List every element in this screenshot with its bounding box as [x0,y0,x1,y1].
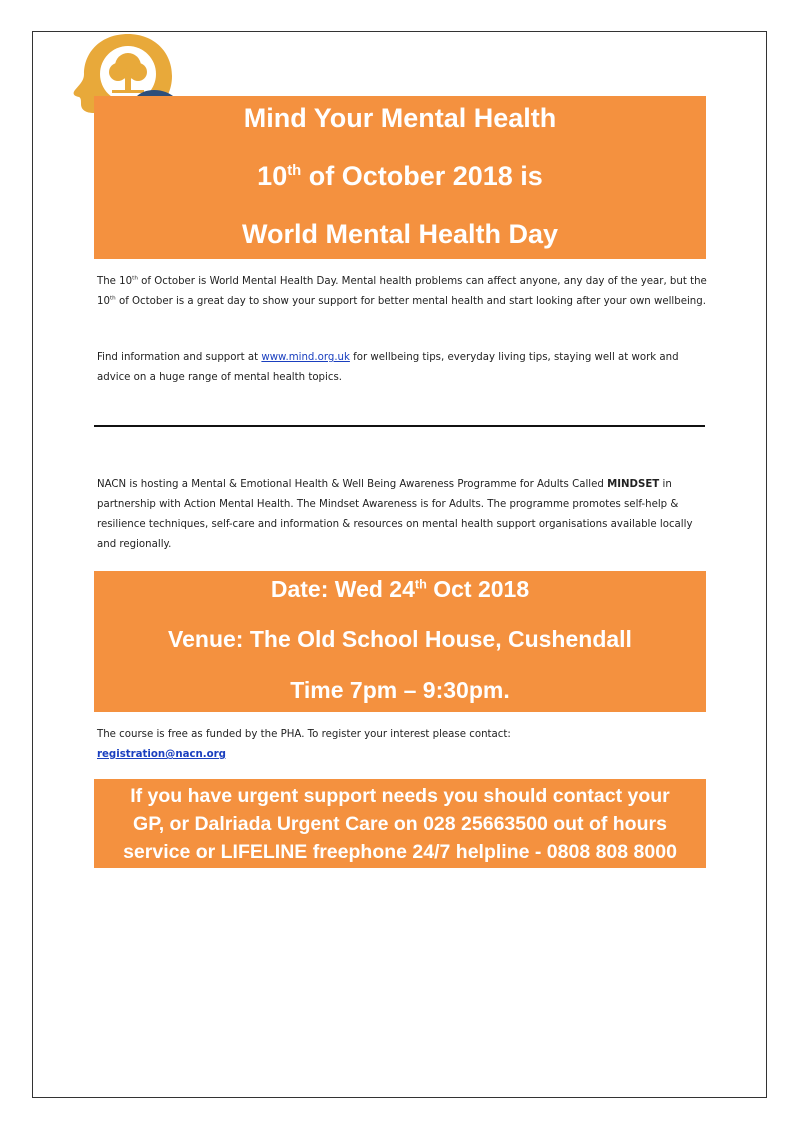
event-date: Date: Wed 24th Oct 2018 [270,576,530,602]
divider [94,425,705,427]
urgent-support-banner [94,779,706,868]
event-details-banner [94,571,706,712]
mindset-label: MINDSET [607,479,660,490]
urgent-line-3: service or LIFELINE freephone 24/7 helpline - 0808 808 8000 [123,841,677,863]
header-title: Mind Your Mental Health [243,103,557,133]
registration-paragraph: The course is free as funded by the PHA. To register your interest please contact: registration@nacn.org [97,729,511,760]
intro-paragraph: The 10th of October is World Mental Health Day. Mental health problems can affect anyone, any day of the year, but the 10th of October is a great day to show your support for better mental health and start looking after your own wellbeing. [97,275,707,307]
info-paragraph: Find information and support at www.mind.org.uk for wellbeing tips, everyday living tips, staying well at work and advice on a huge range of mental health topics. [97,352,679,383]
urgent-line-2: GP, or Dalriada Urgent Care on 028 25663500 out of hours [133,813,667,835]
event-time: Time 7pm – 9:30pm. [290,677,510,703]
header-event-name: World Mental Health Day [241,219,559,249]
header-banner [94,96,706,259]
event-venue: Venue: The Old School House, Cushendall [168,626,632,652]
header-date-line: 10th of October 2018 is [257,161,543,191]
registration-email-link[interactable]: registration@nacn.org [97,749,226,760]
urgent-line-1: If you have urgent support needs you should contact your [130,785,670,807]
mind-website-link[interactable]: www.mind.org.uk [261,352,350,363]
programme-paragraph: NACN is hosting a Mental & Emotional Health & Well Being Awareness Programme for Adults Called MINDSET in partnership with Action Mental Health. The Mindset Awareness is for Adults. The programme promotes self-help & resilience techniques, self-care and information & resources on mental health support organisations available locally and regionally. [97,479,693,550]
